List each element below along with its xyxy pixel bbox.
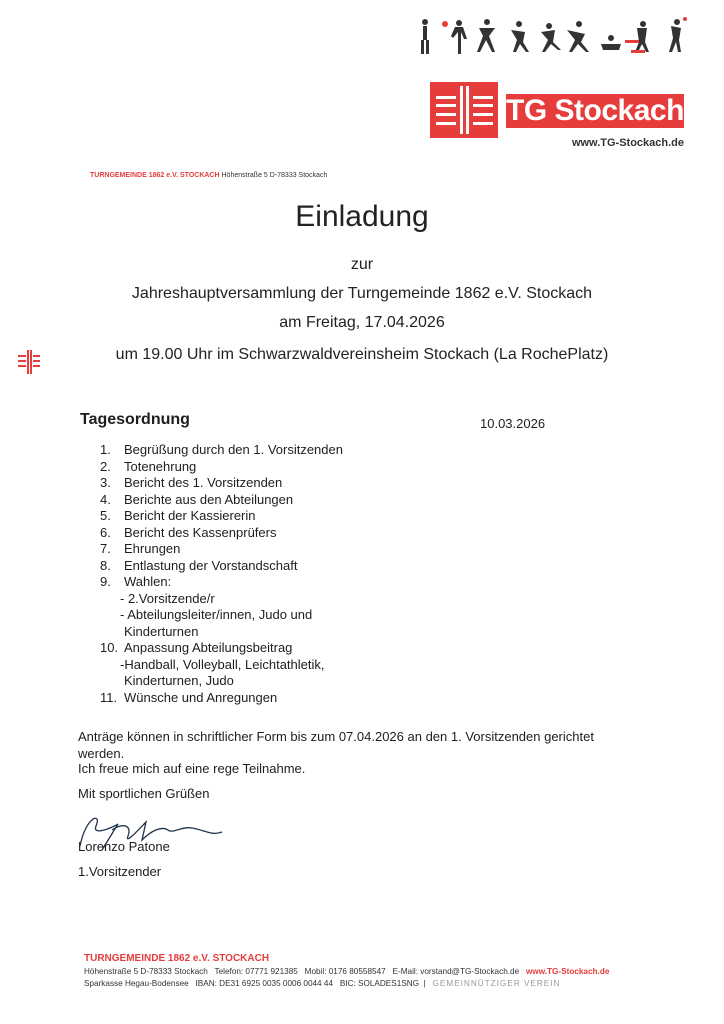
footer-iban: IBAN: DE31 6925 0035 0006 0044 44 bbox=[195, 979, 333, 988]
agenda-item-text: Entlastung der Vorstandschaft bbox=[124, 557, 298, 573]
sender-name: TURNGEMEINDE 1862 e.V. STOCKACH bbox=[90, 172, 220, 179]
sender-line bbox=[90, 172, 327, 179]
agenda-item bbox=[100, 508, 460, 525]
footer-bank: Sparkasse Hegau-Bodensee IBAN: DE31 6925 0035 0006 0044 44 BIC: SOLADES1SNG | GEMEINNÜTZIGER VEREIN bbox=[84, 979, 561, 988]
agenda-title: Tagesordnung bbox=[80, 411, 190, 428]
agenda-item bbox=[100, 525, 460, 542]
footer-email: E-Mail: vorstand@TG-Stockach.de bbox=[392, 967, 520, 976]
agenda-item-number: 3. bbox=[100, 475, 111, 490]
side-logo-mark-icon bbox=[18, 350, 40, 374]
agenda-item-number: 6. bbox=[100, 524, 111, 540]
agenda-item-text: Ehrungen bbox=[124, 541, 181, 556]
agenda-item-text: Bericht des Kassenprüfers bbox=[124, 524, 277, 540]
agenda-item-text: Anpassung Abteilungsbeitrag bbox=[124, 640, 293, 655]
letter-line-meeting: Jahreshauptversammlung der Turngemeinde 1862 e.V. Stockach bbox=[131, 285, 593, 302]
agenda-subitem: - 2.Vorsitzende/r bbox=[120, 590, 215, 606]
footer-mobile: Mobil: 0176 80558547 bbox=[304, 967, 386, 976]
agenda-subitem: -Handball, Volleyball, Leichtathletik, bbox=[120, 656, 325, 672]
footer-address: Höhenstraße 5 D-78333 Stockach bbox=[84, 967, 208, 976]
agenda-item-text: Wahlen: bbox=[124, 574, 172, 589]
agenda-item-number: 7. bbox=[100, 541, 111, 556]
agenda-item bbox=[100, 541, 460, 558]
signer-role: 1.Vorsitzender bbox=[78, 864, 162, 879]
agenda-item bbox=[100, 492, 460, 509]
agenda-item-number: 4. bbox=[100, 491, 111, 507]
athlete-silhouettes-icon bbox=[415, 16, 687, 56]
footer-phone: Telefon: 07771 921385 bbox=[214, 967, 298, 976]
agenda-list bbox=[100, 442, 460, 706]
agenda-item-text: Bericht des 1. Vorsitzenden bbox=[124, 475, 283, 490]
footer-org: TURNGEMEINDE 1862 e.V. STOCKACH bbox=[84, 953, 270, 964]
agenda-item bbox=[100, 690, 460, 707]
signer-name: Lorenzo Patone bbox=[78, 839, 170, 854]
agenda-item bbox=[100, 640, 460, 657]
agenda-item-number: 10. bbox=[100, 640, 119, 655]
agenda-item bbox=[100, 558, 460, 575]
letter-title: Einladung bbox=[295, 200, 429, 233]
turner-cross-icon bbox=[430, 82, 498, 138]
footer-status: GEMEINNÜTZIGER VEREIN bbox=[432, 979, 561, 988]
agenda-item-text: Bericht der Kassiererin bbox=[124, 508, 256, 523]
agenda-item-number: 11. bbox=[100, 689, 118, 705]
freue-paragraph: Ich freue mich auf eine rege Teilnahme. bbox=[78, 761, 306, 776]
letter-line-zur: zur bbox=[350, 256, 374, 273]
sender-address: Höhenstraße 5 D-78333 Stockach bbox=[221, 172, 328, 179]
agenda-item bbox=[100, 475, 460, 492]
agenda-item bbox=[100, 442, 460, 459]
logo-website: www.TG-Stockach.de bbox=[571, 137, 684, 149]
logo-name: TG Stockach bbox=[506, 94, 684, 127]
letter-line-venue: um 19.00 Uhr im Schwarzwaldvereinsheim Stockach (La RochePlatz) bbox=[115, 346, 609, 363]
agenda-item-number: 5. bbox=[100, 508, 111, 523]
footer-website: www.TG-Stockach.de bbox=[525, 967, 610, 976]
footer-bic: BIC: SOLADES1SNG bbox=[339, 979, 420, 988]
agenda-item-number: 2. bbox=[100, 458, 111, 474]
letter-date: 10.03.2026 bbox=[480, 416, 546, 431]
footer bbox=[84, 953, 684, 988]
footer-bank-name: Sparkasse Hegau-Bodensee bbox=[84, 979, 189, 988]
agenda-subitem: - Abteilungsleiter/innen, Judo und bbox=[120, 607, 313, 622]
agenda-item-number: 9. bbox=[100, 574, 111, 589]
tg-stockach-logo bbox=[430, 82, 684, 138]
agenda-item-text: Berichte aus den Abteilungen bbox=[124, 491, 294, 507]
agenda-item-number: 1. bbox=[100, 442, 111, 457]
agenda-item-text: Begrüßung durch den 1. Vorsitzenden bbox=[124, 442, 343, 457]
agenda-subitem: Kinderturnen bbox=[124, 623, 199, 639]
logo-name-bar bbox=[506, 94, 684, 128]
footer-contact bbox=[84, 967, 684, 976]
agenda-item-number: 8. bbox=[100, 557, 111, 573]
agenda-subitem: Kinderturnen, Judo bbox=[124, 673, 234, 688]
antraege-paragraph: Anträge können in schriftlicher Form bis zum 07.04.2026 an den 1. Vorsitzenden gerichtet werden. bbox=[78, 729, 594, 761]
agenda-item-text: Wünsche und Anregungen bbox=[124, 689, 278, 705]
greeting: Mit sportlichen Grüßen bbox=[78, 786, 210, 801]
agenda-item bbox=[100, 459, 460, 476]
letter-line-date: am Freitag, 17.04.2026 bbox=[279, 314, 445, 331]
agenda-item bbox=[100, 574, 460, 591]
agenda-item-text: Totenehrung bbox=[124, 458, 197, 474]
